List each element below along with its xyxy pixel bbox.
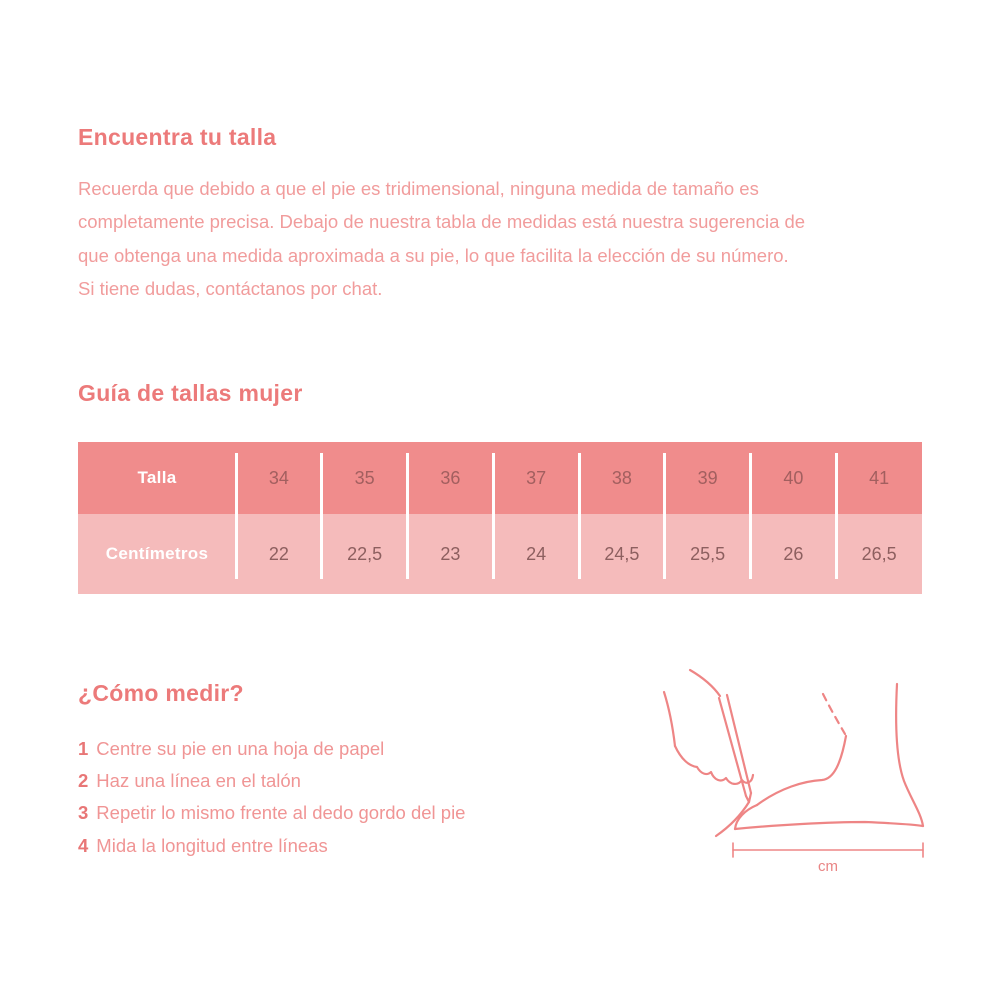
measure-step [78,733,465,765]
step-text: Haz una línea en el talón [96,770,301,792]
step-number: 1 [78,738,89,759]
intro-line: Si tiene dudas, contáctanos por chat. [78,278,383,300]
column-divider [235,453,238,579]
intro-line: que obtenga una medida aproximada a su pie, lo que facilita la elección de su número. [78,244,789,266]
cm-value-cell: 24 [526,543,547,564]
talla-label: Talla [137,468,177,487]
size-value-cell: 36 [440,467,461,488]
foot-heel-line [896,684,923,826]
intro-paragraph [78,172,948,306]
column-divider [406,453,409,579]
column-divider [663,453,666,579]
column-divider [320,453,323,579]
pen-line [719,698,746,796]
size-row-centimetros [78,514,922,594]
size-value-cell: 34 [268,467,289,488]
cm-label: cm [818,858,838,875]
step-text: Centre su pie en una hoja de papel [96,738,385,759]
measure-steps [78,733,465,862]
size-value-cell: 37 [526,467,547,488]
foot-drawing [664,670,923,857]
cm-value-cell: 23 [440,543,461,564]
size-value-cell: 41 [869,467,890,488]
how-to-measure-heading: ¿Cómo medir? [78,680,244,706]
column-divider [578,453,581,579]
step-text: Mida la longitud entre líneas [96,834,328,856]
pen-tip [746,793,751,802]
measure-step [78,797,465,829]
column-divider [749,453,752,579]
measure-step [78,830,465,862]
size-guide-heading: Guía de tallas mujer [78,380,303,406]
cm-value-cell: 22,5 [347,543,383,564]
shin-dashed-line [823,694,845,734]
cm-value-cell: 26 [783,543,804,564]
cm-value-cell: 22 [268,543,289,564]
centimetros-label: Centímetros [105,544,209,563]
intro-line: completamente precisa. Debajo de nuestra tabla de medidas está nuestra sugerencia de [78,211,806,233]
cm-value-cell: 25,5 [690,543,726,564]
foot-measurement-illustration [640,668,960,890]
column-divider [492,453,495,579]
size-value-cell: 40 [783,467,804,488]
arm-line [664,692,675,746]
foot-instep-line [757,736,846,805]
step-text: Repetir lo mismo frente al dedo gordo del pie [96,802,466,824]
measure-step [78,765,465,797]
find-size-heading: Encuentra tu talla [78,124,277,150]
step-number: 4 [78,834,89,856]
step-number: 2 [78,770,89,792]
intro-line: Recuerda que debido a que el pie es tridimensional, ninguna medida de tamaño es [78,178,759,199]
cm-value-cell: 26,5 [861,543,897,564]
column-divider [835,453,838,579]
foot-sole-line [735,822,923,829]
cm-value-cell: 24,5 [604,543,640,564]
drawn-line [716,802,749,836]
size-table [78,442,922,594]
size-row-talla [78,442,922,514]
size-value-cell: 39 [697,467,718,488]
size-value-cell: 35 [354,467,375,488]
step-number: 3 [78,802,89,824]
arm-line [690,670,720,696]
size-value-cell: 38 [611,467,632,488]
measurement-line [733,843,923,857]
